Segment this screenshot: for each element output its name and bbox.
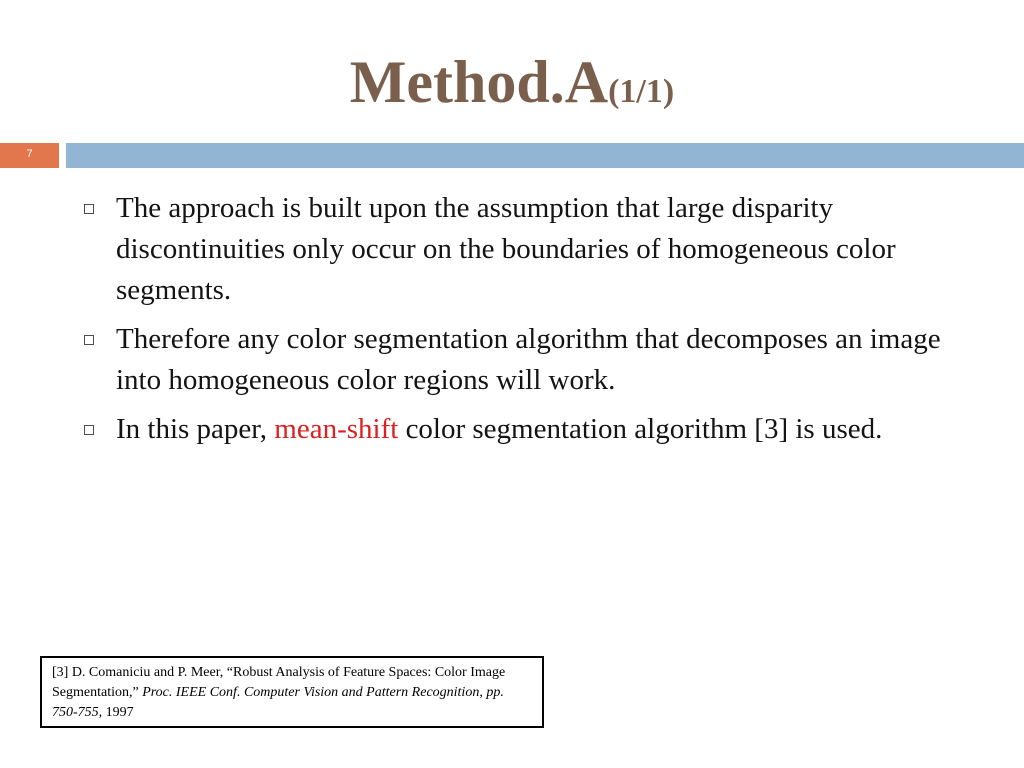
bullet-text: The approach is built upon the assumption that large disparity discontinuities only occur on the boundaries of homogeneous color segments. — [116, 192, 896, 306]
square-bullet-icon — [84, 335, 94, 345]
square-bullet-icon — [84, 204, 94, 214]
bullet-item — [80, 319, 980, 401]
square-bullet-icon — [84, 425, 94, 435]
bullet-text: Therefore any color segmentation algorithm that decomposes an image into homogeneous color regions will work. — [116, 323, 941, 396]
slide-title-suffix: (1/1) — [608, 73, 675, 110]
bullet-text-prefix: In this paper, — [116, 413, 275, 445]
bullet-text-suffix: color segmentation algorithm [3] is used. — [398, 413, 883, 445]
highlighted-term: mean-shift — [274, 413, 399, 445]
slide-number: 7 — [0, 143, 59, 168]
bullet-list — [80, 188, 980, 458]
slide-title-main: Method.A — [349, 49, 609, 115]
header-divider-bar — [66, 143, 1024, 168]
reference-box — [40, 656, 544, 728]
bullet-item — [80, 409, 980, 450]
reference-venue: Proc. IEEE Conf. Computer Vision and Pattern Recognition, pp. 750-755, — [52, 685, 504, 720]
slide-title — [0, 48, 1024, 117]
reference-year: 1997 — [102, 705, 134, 720]
reference-text: [3] D. Comaniciu and P. Meer, “Robust Analysis of Feature Spaces: Color Image Segmentation,” — [52, 665, 506, 700]
bullet-item — [80, 188, 980, 311]
